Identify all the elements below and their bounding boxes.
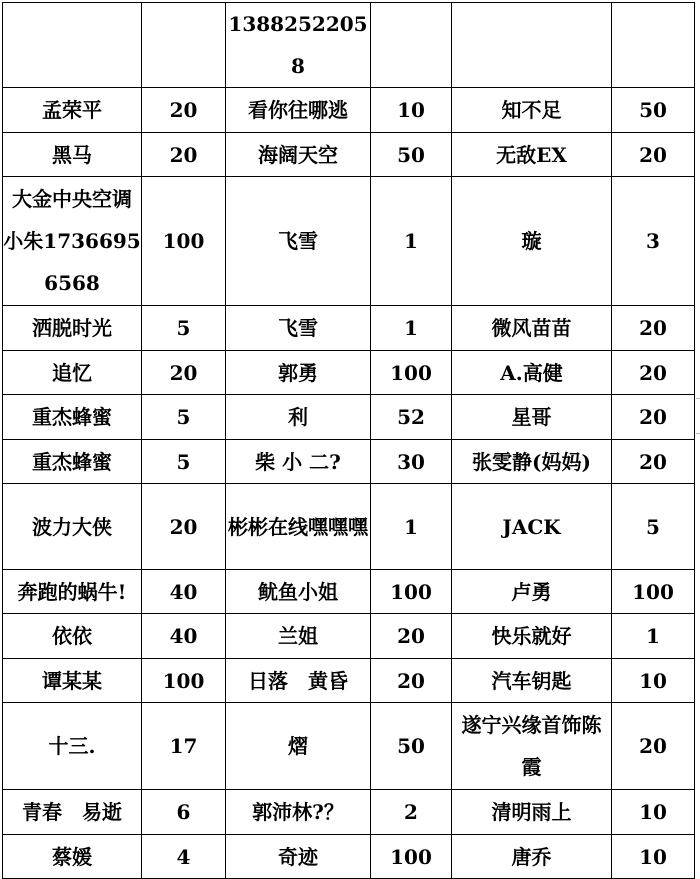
table-row xyxy=(3,440,695,484)
donor-name-cell: 波力大侠 xyxy=(3,484,142,570)
donor-name-cell: 13882522058 xyxy=(226,3,371,88)
amount-cell: 50 xyxy=(612,88,695,133)
amount-cell: 5 xyxy=(142,306,226,351)
donor-name-cell: 璇 xyxy=(452,177,612,306)
amount-cell: 30 xyxy=(371,440,452,484)
donor-name-cell: 谭某某 xyxy=(3,659,142,703)
amount-cell: 40 xyxy=(142,570,226,614)
amount-cell: 100 xyxy=(142,177,226,306)
donation-table xyxy=(2,2,695,879)
amount-cell: 10 xyxy=(612,835,695,879)
donor-name-cell: 遂宁兴缘首饰陈霞 xyxy=(452,703,612,790)
donor-name-cell: JACK xyxy=(452,484,612,570)
donor-name-cell: 兰姐 xyxy=(226,614,371,659)
amount-cell: 3 xyxy=(612,177,695,306)
amount-cell: 5 xyxy=(142,395,226,440)
donor-name-cell: 星哥 xyxy=(452,395,612,440)
amount-cell: 100 xyxy=(371,570,452,614)
table-row xyxy=(3,395,695,440)
table-row xyxy=(3,790,695,835)
donor-name-cell xyxy=(3,3,142,88)
donor-name-cell: 熠 xyxy=(226,703,371,790)
table-row xyxy=(3,306,695,351)
table-row xyxy=(3,570,695,614)
table-row xyxy=(3,177,695,306)
donor-name-cell: 彬彬在线嘿嘿嘿 xyxy=(226,484,371,570)
amount-cell: 20 xyxy=(142,484,226,570)
table-row xyxy=(3,133,695,177)
donor-name-cell: 张雯静(妈妈) xyxy=(452,440,612,484)
amount-cell: 20 xyxy=(612,306,695,351)
donor-name-cell: 日落 黄昏 xyxy=(226,659,371,703)
amount-cell xyxy=(142,3,226,88)
amount-cell: 5 xyxy=(612,484,695,570)
amount-cell: 40 xyxy=(142,614,226,659)
amount-cell: 1 xyxy=(371,177,452,306)
donor-name-cell: 鱿鱼小姐 xyxy=(226,570,371,614)
table-row xyxy=(3,484,695,570)
amount-cell: 100 xyxy=(371,351,452,395)
amount-cell: 17 xyxy=(142,703,226,790)
amount-cell: 1 xyxy=(612,614,695,659)
donor-name-cell: 蔡媛 xyxy=(3,835,142,879)
amount-cell: 50 xyxy=(371,703,452,790)
amount-cell: 20 xyxy=(612,440,695,484)
amount-cell: 20 xyxy=(142,351,226,395)
donor-name-cell: 卢勇 xyxy=(452,570,612,614)
amount-cell: 2 xyxy=(371,790,452,835)
amount-cell: 20 xyxy=(371,659,452,703)
amount-cell: 10 xyxy=(371,88,452,133)
amount-cell: 1 xyxy=(371,484,452,570)
amount-cell xyxy=(612,3,695,88)
table-row xyxy=(3,703,695,790)
donor-name-cell: A.高健 xyxy=(452,351,612,395)
amount-cell: 10 xyxy=(612,659,695,703)
donor-name-cell: 看你往哪逃 xyxy=(226,88,371,133)
table-row xyxy=(3,614,695,659)
amount-cell: 20 xyxy=(371,614,452,659)
donor-name-cell: 清明雨上 xyxy=(452,790,612,835)
amount-cell: 20 xyxy=(612,133,695,177)
donor-name-cell: 微风苗苗 xyxy=(452,306,612,351)
table-row xyxy=(3,3,695,88)
donor-name-cell: 重杰蜂蜜 xyxy=(3,395,142,440)
donor-name-cell: 郭勇 xyxy=(226,351,371,395)
donor-name-cell: 大金中央空调小朱17366956568 xyxy=(3,177,142,306)
amount-cell: 20 xyxy=(612,395,695,440)
amount-cell: 52 xyxy=(371,395,452,440)
amount-cell: 100 xyxy=(612,570,695,614)
amount-cell: 10 xyxy=(612,790,695,835)
amount-cell: 100 xyxy=(142,659,226,703)
donor-name-cell: 郭沛林?？ xyxy=(226,790,371,835)
table-row xyxy=(3,835,695,879)
donor-name-cell: 知不足 xyxy=(452,88,612,133)
donor-name-cell: 汽车钥匙 xyxy=(452,659,612,703)
amount-cell: 20 xyxy=(612,351,695,395)
donor-name-cell: 追忆 xyxy=(3,351,142,395)
edge-tick xyxy=(696,433,700,434)
amount-cell: 6 xyxy=(142,790,226,835)
table-row xyxy=(3,659,695,703)
table-row xyxy=(3,88,695,133)
donor-name-cell: 依依 xyxy=(3,614,142,659)
donor-name-cell: 奇迹 xyxy=(226,835,371,879)
donor-name-cell xyxy=(452,3,612,88)
donor-name-cell: 利 xyxy=(226,395,371,440)
amount-cell: 5 xyxy=(142,440,226,484)
donor-name-cell: 黑马 xyxy=(3,133,142,177)
donor-name-cell: 无敌EX xyxy=(452,133,612,177)
amount-cell xyxy=(371,3,452,88)
amount-cell: 20 xyxy=(142,88,226,133)
amount-cell: 20 xyxy=(612,703,695,790)
amount-cell: 20 xyxy=(142,133,226,177)
donor-name-cell: 洒脱时光 xyxy=(3,306,142,351)
donor-name-cell: 柴 小 二? xyxy=(226,440,371,484)
donor-name-cell: 飞雪 xyxy=(226,306,371,351)
amount-cell: 100 xyxy=(371,835,452,879)
donor-name-cell: 孟荣平 xyxy=(3,88,142,133)
table-row xyxy=(3,351,695,395)
donor-name-cell: 重杰蜂蜜 xyxy=(3,440,142,484)
donor-name-cell: 飞雪 xyxy=(226,177,371,306)
amount-cell: 4 xyxy=(142,835,226,879)
amount-cell: 50 xyxy=(371,133,452,177)
donor-name-cell: 唐乔 xyxy=(452,835,612,879)
donor-name-cell: 海阔天空 xyxy=(226,133,371,177)
donor-name-cell: 快乐就好 xyxy=(452,614,612,659)
donor-name-cell: 奔跑的蜗牛! xyxy=(3,570,142,614)
donor-name-cell: 十三. xyxy=(3,703,142,790)
donor-name-cell: 青春 易逝 xyxy=(3,790,142,835)
amount-cell: 1 xyxy=(371,306,452,351)
edge-tick xyxy=(696,398,700,399)
